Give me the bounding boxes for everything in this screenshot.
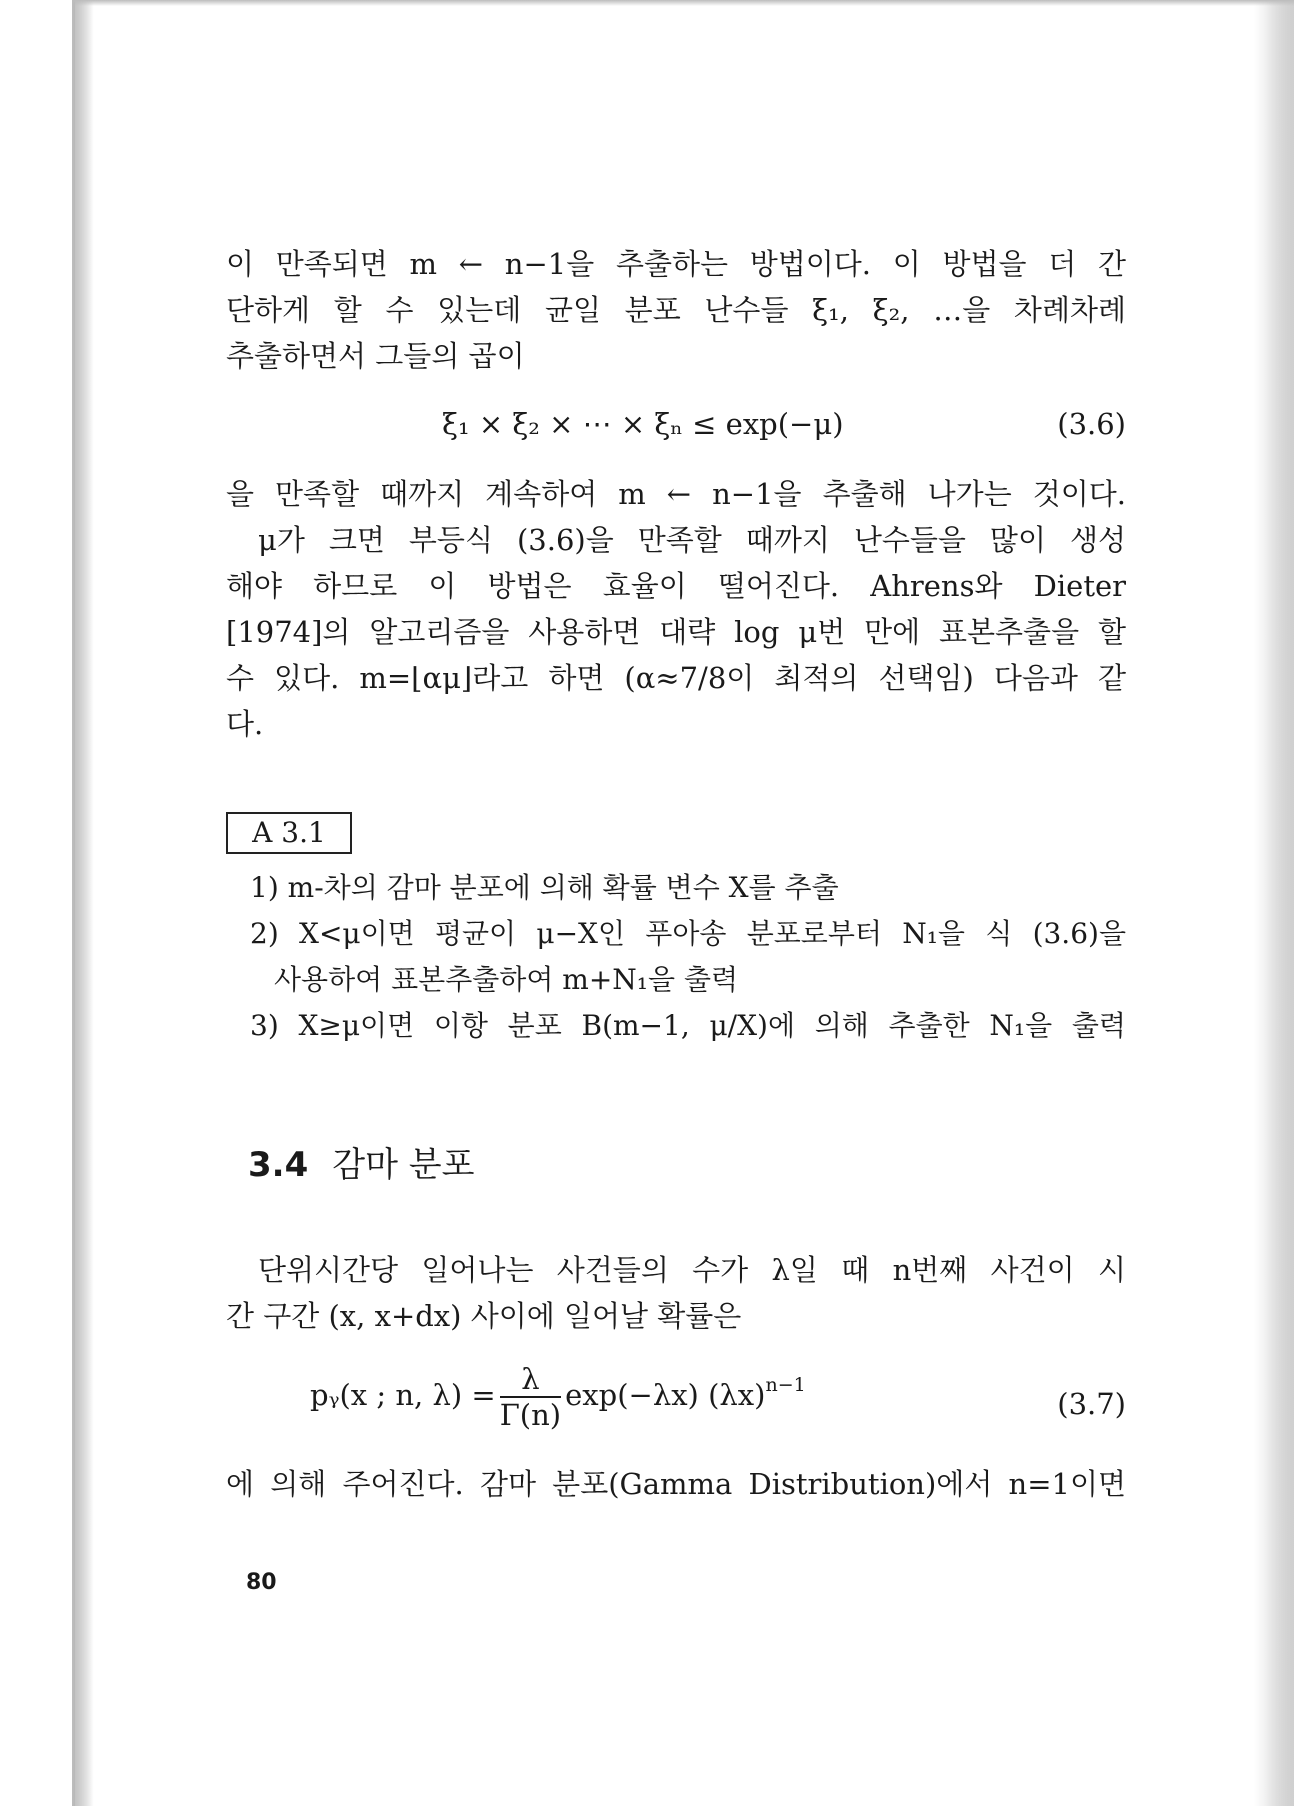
- equation-3-7: [310, 1362, 806, 1432]
- equation-number: (3.7): [1057, 1387, 1126, 1421]
- text-line: 수 있다. m=⌊αμ⌋라고 하면 (α≈7/8이 최적의 선택임) 다음과 같: [226, 661, 1126, 695]
- algorithm-step: 1) m-차의 감마 분포에 의해 확률 변수 X를 추출: [250, 871, 839, 904]
- text-line: 해야 하므로 이 방법은 효율이 떨어진다. Ahrens와 Dieter: [226, 569, 1126, 603]
- fraction: [500, 1362, 561, 1432]
- equation-rhs: exp(−λx) (λx): [565, 1378, 766, 1412]
- algorithm-step: 2) X<μ이면 평균이 μ−X인 푸아송 분포로부터 N₁을 식 (3.6)을: [250, 917, 1126, 950]
- text-line: 단하게 할 수 있는데 균일 분포 난수들 ξ₁, ξ₂, …을 차례차례: [226, 293, 1126, 327]
- text-line: 단위시간당 일어나는 사건들의 수가 λ일 때 n번째 사건이 시: [258, 1253, 1126, 1287]
- page-number: 80: [246, 1570, 277, 1595]
- algorithm-label: A 3.1: [226, 812, 352, 854]
- text-line: [1974]의 알고리즘을 사용하면 대략 log μ번 만에 표본추출을 할: [226, 615, 1126, 649]
- text-line: 다.: [226, 707, 264, 741]
- equation-lhs: pᵧ(x ; n, λ) =: [310, 1378, 496, 1412]
- top-edge-shadow: [72, 0, 1294, 6]
- text-line: μ가 크면 부등식 (3.6)을 만족할 때까지 난수들을 많이 생성: [258, 523, 1126, 557]
- text-line: 추출하면서 그들의 곱이: [226, 339, 525, 373]
- algorithm-step: 3) X≥μ이면 이항 분포 B(m−1, μ/X)에 의해 추출한 N₁을 출력: [250, 1009, 1126, 1042]
- equation-number: (3.6): [1057, 407, 1126, 441]
- spine-shadow: [72, 0, 94, 1806]
- fraction-denominator: Γ(n): [499, 1398, 562, 1432]
- page-edge-shadow: [1254, 0, 1294, 1806]
- section-heading: [248, 1140, 474, 1190]
- section-number: 3.4: [248, 1145, 309, 1185]
- section-title: 감마 분포: [332, 1145, 475, 1185]
- equation-exponent: n−1: [765, 1374, 806, 1396]
- algorithm-step-continuation: 사용하여 표본추출하여 m+N₁을 출력: [274, 963, 739, 996]
- text-line: 에 의해 주어진다. 감마 분포(Gamma Distribution)에서 n=1이면: [226, 1467, 1126, 1501]
- fraction-numerator: λ: [500, 1362, 561, 1398]
- equation-3-6: ξ₁ × ξ₂ × ⋯ × ξₙ ≤ exp(−μ): [442, 407, 844, 441]
- text-line: 이 만족되면 m ← n−1을 추출하는 방법이다. 이 방법을 더 간: [226, 247, 1126, 281]
- text-line: 간 구간 (x, x+dx) 사이에 일어날 확률은: [226, 1299, 742, 1333]
- text-line: 을 만족할 때까지 계속하여 m ← n−1을 추출해 나가는 것이다.: [226, 477, 1126, 511]
